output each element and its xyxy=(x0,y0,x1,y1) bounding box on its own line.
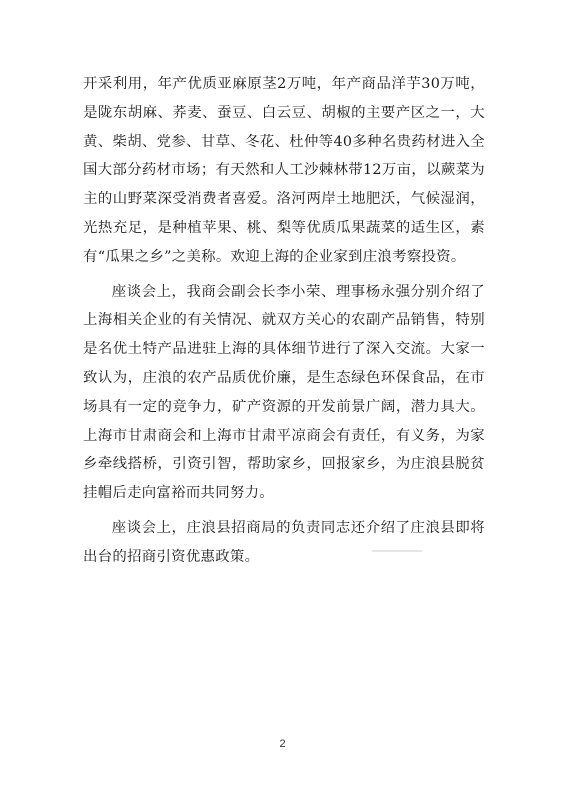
document-body xyxy=(83,70,485,572)
scan-artifact xyxy=(372,550,422,552)
paragraph-investment-policy: 座谈会上，庄浪县招商局的负责同志还介绍了庄浪县即将出台的招商引资优惠政策。 xyxy=(83,519,485,565)
paragraph-symposium-exchange: 座谈会上，我商会副会长李小荣、理事杨永强分别介绍了上海相关企业的有关情况、就双方关心的农副产品销售，特别是名优土特产品进驻上海的具体细节进行了深入交流。大家一致认为，庄浪的农产品质优价廉，是生态绿色环保食品，在市场具有一定的竞争力，矿产资源的开发前景广阔，潜力具大。上海市甘肃商会和上海市甘肃平凉商会有责任，有义务，为家乡牵线搭桥，引资引智，帮助家乡，回报家乡，为庄浪县脱贫挂帽后走向富裕而共同努力。 xyxy=(83,283,485,502)
page-number: 2 xyxy=(279,738,286,750)
paragraph-continued: 开采利用，年产优质亚麻原茎2万吨，年产商品洋芋30万吨，是陇东胡麻、荞麦、蚕豆、白云豆、胡椒的主要产区之一，大黄、柴胡、党参、甘草、冬花、杜仲等40多种名贵药材进入全国大部分药材市场；有天然和人工沙棘林带12万亩，以蕨菜为主的山野菜深受消费者喜爱。洛河两岸土地肥沃，气候湿润，光热充足，是种植苹果、桃、梨等优质瓜果蔬菜的适生区，素有“瓜果之乡”之美称。欢迎上海的企业家到庄浪考察投资。 xyxy=(83,76,485,265)
